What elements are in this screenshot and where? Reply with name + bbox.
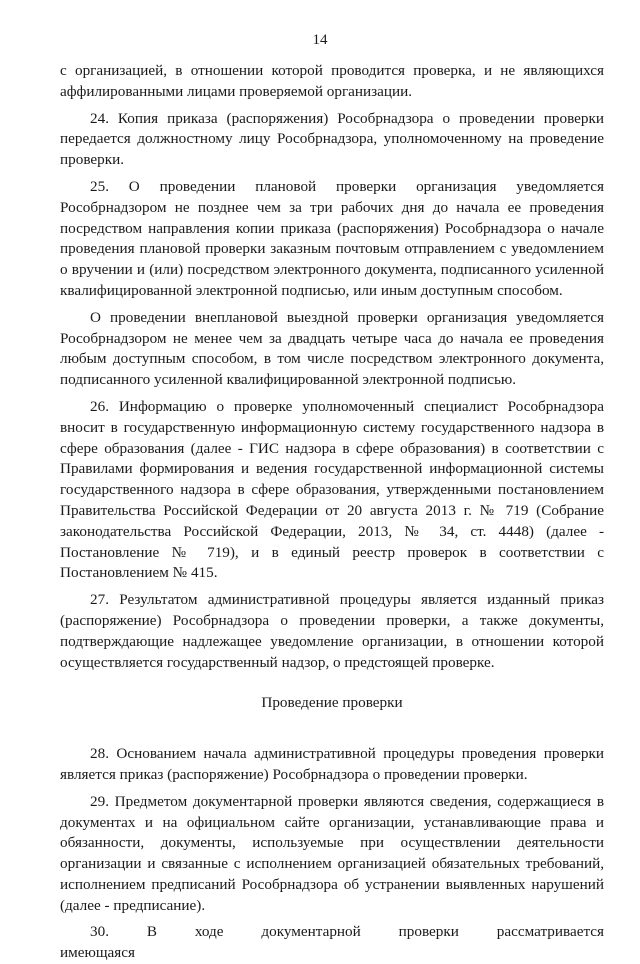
paragraph-continuation: с организацией, в отношении которой проводится проверка, и не являющихся аффилированными лицами проверяемой организации. <box>60 62 604 100</box>
paragraph-26: 26. Информацию о проверке уполномоченный специалист Рособрнадзора вносит в государственную информационную систему государственного надзора в сфере образования (далее - ГИС надзора в сфере образования) в соответствии с Правилами формирования и ведения государственной информационной системы государственного надзора в сфере образования, утвержденными постановлением Правительства Российской Федерации от 20 августа 2013 г. № 719 (Собрание законодательства Российской Федерации, 2013, № 34, ст. 4448) (далее - Постановление № 719), и в единый реестр проверок в соответствии с Постановлением № 415. <box>60 397 604 582</box>
paragraph-29: 29. Предметом документарной проверки являются сведения, содержащиеся в документах и на официальном сайте организации, устанавливающие права и обязанности, документы, используемые при осуществлении деятельности организации и связанные с исполнением организацией обязательных требований, исполнением предписаний Рособрнадзора об устранении выявленных нарушений (далее - предписание). <box>60 792 604 914</box>
section-heading: Проведение проверки <box>261 694 403 712</box>
paragraph-30: 30. В ходе документарной проверки рассматривается имеющаяся <box>60 923 604 962</box>
paragraph-24: 24. Копия приказа (распоряжения) Рособрнадзора о проведении проверки передается должностному лицу Рособрнадзора, уполномоченному на проведение проверки. <box>60 109 604 169</box>
document-body <box>60 61 604 964</box>
paragraph-28: 28. Основанием начала административной процедуры проведения проверки является приказ (распоряжение) Рособрнадзора о проведении проверки. <box>60 745 604 783</box>
paragraph-25-unscheduled: О проведении внеплановой выездной проверки организация уведомляется Рособрнадзором не менее чем за двадцать четыре часа до начала ее проведения любым доступным способом, в том числе посредством электронного документа, подписанного усиленной квалифицированной электронной подписью. <box>60 308 604 389</box>
paragraph-27: 27. Результатом административной процедуры является изданный приказ (распоряжение) Рособрнадзора о проведении проверки, а также документы, подтверждающие надлежащее уведомление организации, в отношении которой осуществляется государственный надзор, о предстоящей проверке. <box>60 591 604 671</box>
page-number: 14 <box>312 32 328 48</box>
paragraph-25: 25. О проведении плановой проверки организация уведомляется Рособрнадзором не позднее чем за три рабочих дня до начала ее проведения посредством направления копии приказа (распоряжения) Рособрнадзора о начале проведения плановой проверки заказным почтовым отправлением с уведомлением о вручении и (или) посредством электронного документа, подписанного усиленной квалифицированной электронной подписью, или иным доступным способом. <box>60 177 604 299</box>
